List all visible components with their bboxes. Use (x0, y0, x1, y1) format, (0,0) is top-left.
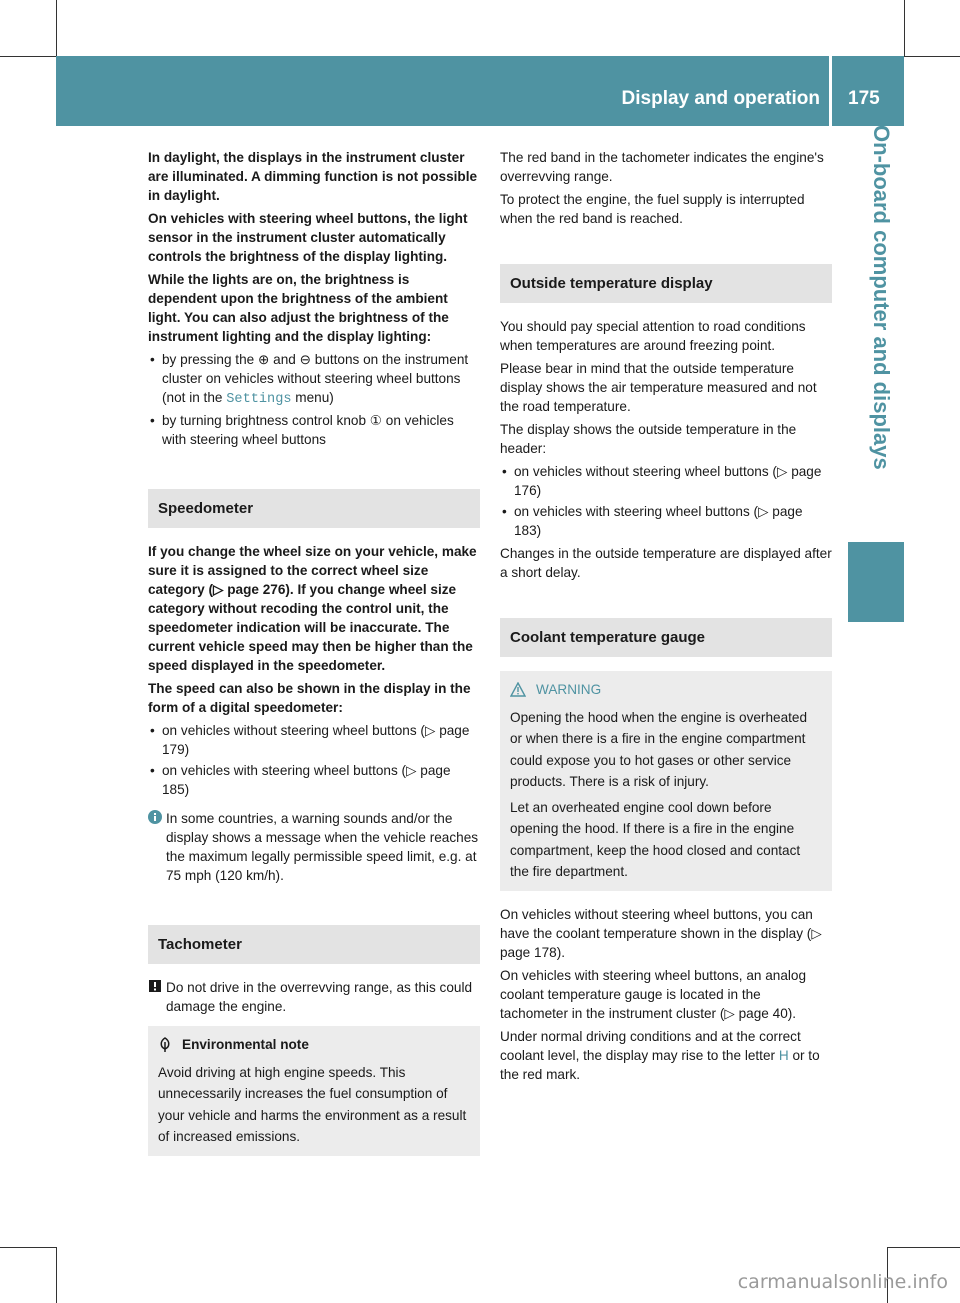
paragraph: You should pay special attention to road conditions when temperatures are around freezing point. (500, 319, 806, 353)
info-note-text: In some countries, a warning sounds and/or the display shows a message when the vehicle reaches the maximum legally permissible speed limit, e.g. at 75 mph (120 km/h). (166, 811, 479, 883)
caution-note (148, 978, 480, 1016)
warning-triangle-icon (510, 682, 526, 697)
caution-note-text: Do not drive in the overrevving range, as this could damage the engine. (166, 980, 473, 1014)
environmental-note-box (148, 1026, 480, 1156)
bullet-list (148, 350, 480, 449)
warning-box (500, 671, 832, 891)
paragraph (500, 1027, 832, 1084)
crop-mark (0, 1247, 56, 1248)
paragraph: To protect the engine, the fuel supply is interrupted when the red band is reached. (500, 192, 805, 226)
section-heading-tachometer: Tachometer (148, 925, 480, 964)
warning-text: Let an overheated engine cool down before opening the hood. If there is a fire in the engine compartment, keep the hood closed and contact the fire department. (510, 799, 801, 879)
warning-title (510, 679, 822, 701)
chapter-label: On-board computer and displays (869, 125, 894, 470)
paragraph: The speed can also be shown in the display in the form of a digital speedometer: (148, 681, 471, 715)
section-heading-outside-temperature: Outside temperature display (500, 264, 832, 303)
list-item: • on vehicles with steering wheel buttons (▷ page 183) (500, 502, 832, 540)
list-item-text: by pressing the ⊕ and ⊖ buttons on the instrument cluster on vehicles without steering wheel buttons (not in the (162, 352, 469, 405)
warning-heading: WARNING (536, 682, 602, 697)
chapter-tab (848, 542, 904, 622)
paragraph: In daylight, the displays in the instrument cluster are illuminated. A dimming function is not possible in daylight. (148, 150, 478, 203)
list-item-text: menu) (295, 390, 334, 405)
letter-h-label: H (778, 1047, 789, 1063)
environmental-note-heading: Environmental note (182, 1037, 309, 1052)
section-heading-speedometer: Speedometer (148, 489, 480, 528)
settings-menu-label: Settings (226, 392, 292, 407)
paragraph: While the lights are on, the brightness is dependent upon the brightness of the ambient light. You can also adjust the brightness of the instrument lighting and the display lighting: (148, 272, 449, 344)
crop-mark (56, 1247, 57, 1303)
info-icon (148, 810, 162, 824)
paragraph: On vehicles with steering wheel buttons, an analog coolant temperature gauge is located in the tachometer in the instrument cluster (▷ page 40). (500, 967, 807, 1021)
crop-mark (887, 1247, 960, 1248)
paragraph: The display shows the outside temperature in the header: (500, 422, 797, 456)
crop-mark (0, 56, 56, 57)
bullet-list (500, 462, 832, 540)
page-number: 175 (848, 88, 880, 109)
header-title: Display and operation (621, 88, 820, 109)
watermark: carmanualsonline.info (737, 1271, 948, 1293)
crop-mark (904, 56, 960, 57)
environmental-note-text: Avoid driving at high engine speeds. This unnecessarily increases the fuel consumption of your vehicle and harms the environment as a result of increased emissions. (158, 1064, 467, 1144)
paragraph: If you change the wheel size on your vehicle, make sure it is assigned to the correct wheel size category (▷ page 276). If you change wheel size category without recoding the control unit, the speedometer indication will be inaccurate. The current vehicle speed may then be higher than the speed displayed in the speedometer. (148, 544, 477, 673)
paragraph: On vehicles without steering wheel buttons, you can have the coolant temperature shown in the display (▷ page 178). (500, 906, 822, 960)
paragraph: The red band in the tachometer indicates the engine's overrevving range. (500, 150, 824, 184)
crop-mark (904, 0, 905, 56)
crop-mark (56, 0, 57, 56)
list-item: • on vehicles without steering wheel buttons (▷ page 176) (500, 462, 832, 500)
paragraph: Changes in the outside temperature are displayed after a short delay. (500, 546, 832, 580)
list-item: • on vehicles with steering wheel buttons (▷ page 185) (148, 761, 480, 799)
list-item: • on vehicles without steering wheel buttons (▷ page 179) (148, 721, 480, 759)
paragraph: Please bear in mind that the outside temperature display shows the air temperature measured and not the road temperature. (500, 361, 817, 414)
leaf-icon (158, 1037, 172, 1053)
paragraph: On vehicles with steering wheel buttons, the light sensor in the instrument cluster automatically controls the brightness of the display lighting. (148, 211, 468, 264)
list-item: • by turning brightness control knob ① on vehicles with steering wheel buttons (148, 411, 480, 449)
left-column (148, 148, 480, 1166)
environmental-note-title (158, 1034, 470, 1056)
paragraph-text: or to the red mark. (500, 1047, 820, 1082)
warning-text: Opening the hood when the engine is overheated or when there is a fire in the engine compartment could expose you to hot gases or other service products. There is a risk of injury. (510, 709, 808, 789)
bullet-list (148, 721, 480, 799)
paragraph-text: Under normal driving conditions and at the correct coolant level, the display may rise to the letter (500, 1028, 801, 1063)
list-item (148, 350, 480, 409)
caution-icon (148, 979, 162, 993)
section-heading-coolant: Coolant temperature gauge (500, 618, 832, 657)
right-column (500, 148, 832, 1088)
info-note (148, 809, 480, 885)
